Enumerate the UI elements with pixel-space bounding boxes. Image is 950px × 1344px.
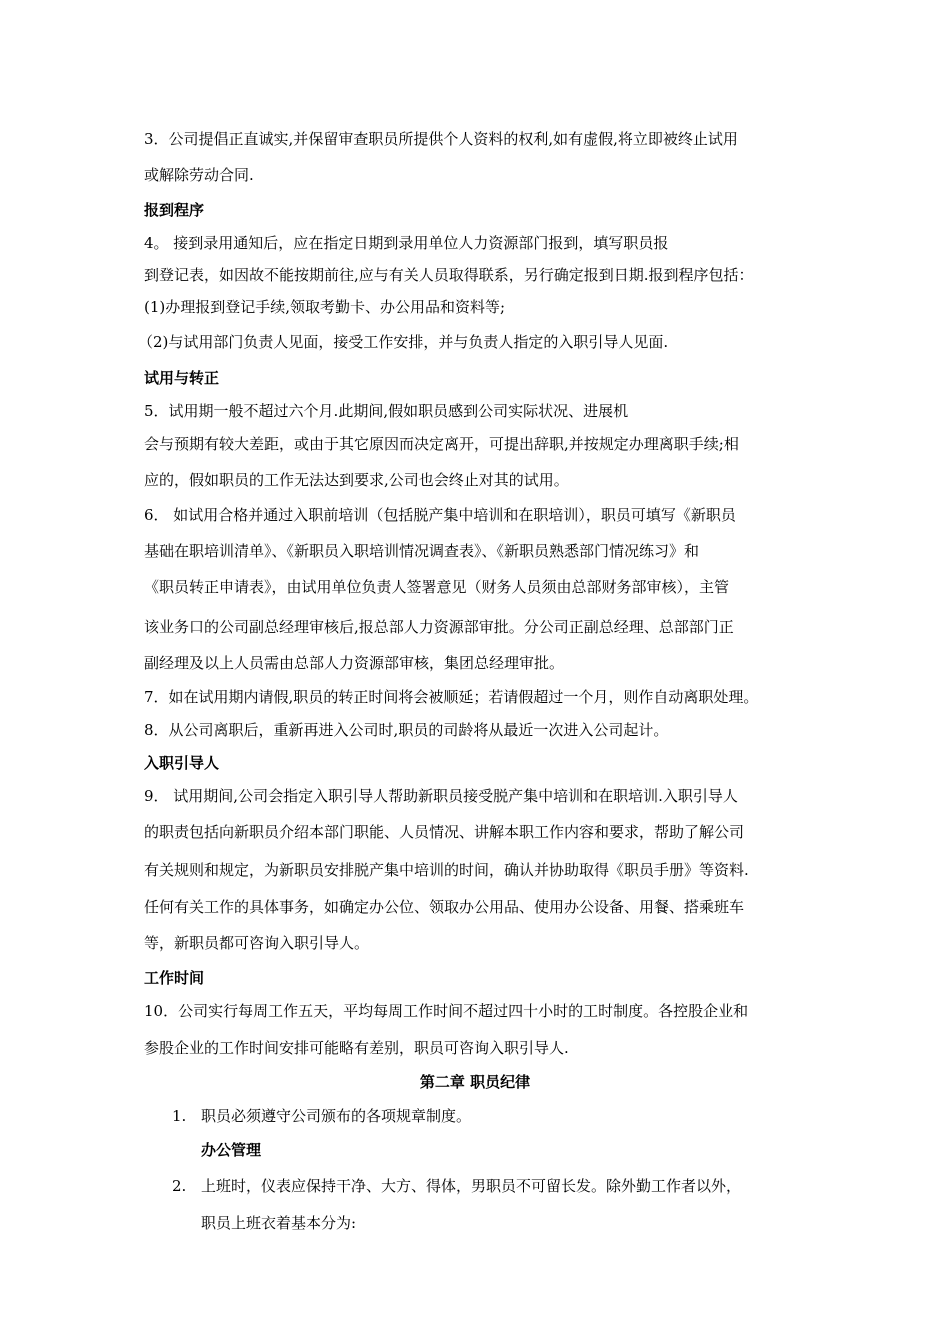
- paragraph-line: 到登记表，如因故不能按期前往,应与有关人员取得联系，另行确定报到日期.报到程序包括：: [144, 266, 754, 284]
- list-item-continuation: 职员上班衣着基本分为:: [201, 1214, 357, 1232]
- paragraph-line: 6． 如试用合格并通过入职前培训（包括脱产集中培训和在职培训），职员可填写《新职员: [144, 506, 736, 524]
- list-subheading-office-management: 办公管理: [201, 1141, 262, 1159]
- section-heading-guide: 入职引导人: [144, 754, 220, 772]
- paragraph-line: 5．试用期一般不超过六个月.此期间,假如职员感到公司实际状况、进展机: [144, 402, 629, 420]
- paragraph-line: 会与预期有较大差距，或由于其它原因而决定离开，可提出辞职,并按规定办理离职手续;相: [144, 435, 739, 453]
- paragraph-line: （2)与试用部门负责人见面，接受工作安排，并与负责人指定的入职引导人见面.: [138, 333, 669, 351]
- section-heading-registration: 报到程序: [144, 201, 205, 219]
- paragraph-line: 参股企业的工作时间安排可能略有差别，职员可咨询入职引导人.: [144, 1039, 569, 1057]
- section-heading-probation: 试用与转正: [144, 369, 220, 387]
- paragraph-line: (1)办理报到登记手续,领取考勤卡、办公用品和资料等;: [144, 298, 506, 316]
- paragraph-line: 8．从公司离职后，重新再进入公司时,职员的司龄将从最近一次进入公司起计。: [144, 721, 669, 739]
- paragraph-line: 任何有关工作的具体事务，如确定办公位、领取办公用品、使用办公设备、用餐、搭乘班车: [144, 898, 745, 916]
- paragraph-line: 10．公司实行每周工作五天，平均每周工作时间不超过四十小时的工时制度。各控股企业和: [144, 1002, 749, 1020]
- paragraph-line: 《职员转正申请表》，由试用单位负责人签署意见（财务人员须由总部财务部审核），主管: [144, 578, 730, 596]
- section-heading-work-hours: 工作时间: [144, 969, 205, 987]
- paragraph-line: 3．公司提倡正直诚实,并保留审查职员所提供个人资料的权利,如有虚假,将立即被终止试用: [144, 130, 738, 148]
- paragraph-line: 基础在职培训清单》、《新职员入职培训情况调查表》、《新职员熟悉部门情况练习》和: [144, 542, 700, 560]
- paragraph-line: 或解除劳动合同.: [144, 166, 254, 184]
- list-item-text: 职员必须遵守公司颁布的各项规章制度。: [201, 1107, 472, 1125]
- list-item-text: 上班时，仪表应保持干净、大方、得体，男职员不可留长发。除外勤工作者以外，: [201, 1177, 742, 1195]
- paragraph-line: 9． 试用期间,公司会指定入职引导人帮助新职员接受脱产集中培训和在职培训.入职引导人: [144, 787, 738, 805]
- paragraph-line: 4。 接到录用通知后，应在指定日期到录用单位人力资源部门报到，填写职员报: [144, 234, 669, 252]
- paragraph-line: 应的，假如职员的工作无法达到要求,公司也会终止对其的试用。: [144, 471, 569, 489]
- list-number: 2.: [172, 1177, 187, 1195]
- chapter-title: 第二章 职员纪律: [419, 1073, 531, 1091]
- paragraph-line: 7．如在试用期内请假,职员的转正时间将会被顺延；若请假超过一个月，则作自动离职处理。: [144, 688, 759, 706]
- list-number: 1.: [172, 1107, 187, 1125]
- paragraph-line: 的职责包括向新职员介绍本部门职能、人员情况、讲解本职工作内容和要求，帮助了解公司: [144, 823, 745, 841]
- paragraph-line: 等，新职员都可咨询入职引导人。: [144, 934, 370, 952]
- paragraph-line: 副经理及以上人员需由总部人力资源部审核，集团总经理审批。: [144, 654, 565, 672]
- paragraph-line: 有关规则和规定，为新职员安排脱产集中培训的时间，确认并协助取得《职员手册》等资料.: [144, 861, 749, 879]
- paragraph-line: 该业务口的公司副总经理审核后,报总部人力资源部审批。分公司正副总经理、总部部门正: [144, 618, 734, 636]
